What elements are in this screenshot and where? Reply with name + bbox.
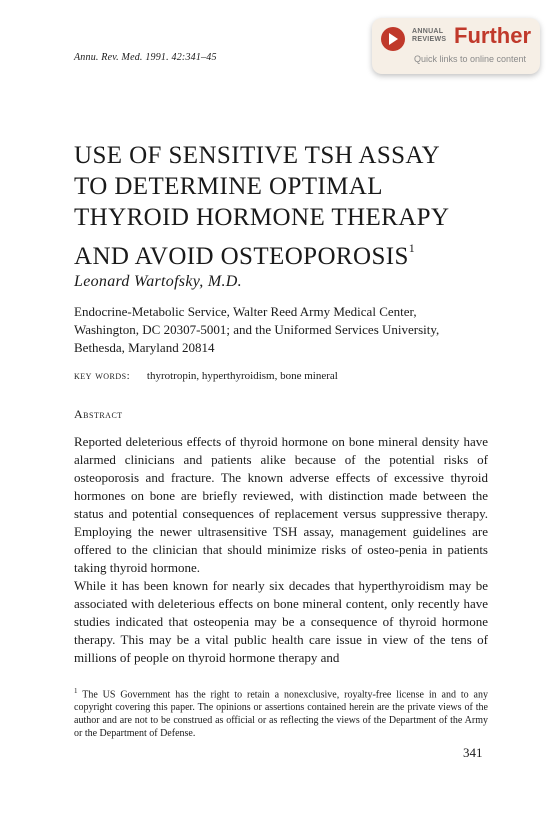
footnote-mark: 1 [74,687,78,695]
title-line-4: AND AVOID OSTEOPOROSIS [74,243,409,270]
article-title [74,140,449,272]
page-number: 341 [463,745,483,760]
footnote-text: The US Government has the right to retain a nonexclusive, royalty-free license in and to any copyright covering this paper. The opinions or assertions contained herein are the private views of the author and are not to be construed as official or as reflecting the views of the Department of the Army or the Department of Defense. [74,689,488,740]
author-affiliation [74,303,494,357]
annual-reviews-label: ANNUAL REVIEWS [412,28,447,43]
keywords-label: key words: [74,370,131,382]
title-line-2: TO DETERMINE OPTIMAL [74,173,383,200]
title-line-3: THYROID HORMONE THERAPY [74,204,450,231]
affiliation-line-2: Washington, DC 20307-5001; and the Uniformed Services University, [74,322,440,337]
abstract-text: Reported deleterious effects of thyroid hormone on bone mineral density have alarmed clinicians and patients alike because of the potential risks of osteoporosis and fracture. The known adverse effects of excessive thyroid hormones on bone are briefly reviewed, with distinction made between the status and potential consequences of replacement versus suppressive therapy. Employing the newer ultrasensitive TSH assay, management guidelines are offered to the clinician that should minimize risks of osteo-penia in patients taking thyroid hormone. [74,434,488,575]
affiliation-line-3: Bethesda, Maryland 20814 [74,340,215,355]
further-logo-icon [380,26,406,52]
keywords [74,370,338,382]
further-title: Further [454,23,531,48]
title-footnote-mark[interactable]: 1 [408,241,416,255]
journal-citation: Annu. Rev. Med. 1991. 42:341–45 [74,52,217,63]
abstract-heading: Abstract [74,407,123,421]
annual-reviews-further-banner[interactable] [372,18,540,74]
affiliation-line-1: Endocrine-Metabolic Service, Walter Reed Army Medical Center, [74,304,417,319]
footnote [74,685,488,740]
author-name: Leonard Wartofsky, M.D. [74,273,242,290]
keywords-value: thyrotropin, hyperthyroidism, bone mineral [146,370,338,382]
body-paragraph: While it has been known for nearly six decades that hyperthyroidism may be associated with deleterious effects on bone mineral content, only recently have studies indicated that osteopenia may be a consequence of thyroid hormone therapy. This may be a vital public health care issue in view of the tens of millions of people on thyroid hormone therapy and [74,578,488,665]
title-line-1: USE OF SENSITIVE TSH ASSAY [74,142,441,169]
further-subtitle: Quick links to online content [414,54,527,64]
